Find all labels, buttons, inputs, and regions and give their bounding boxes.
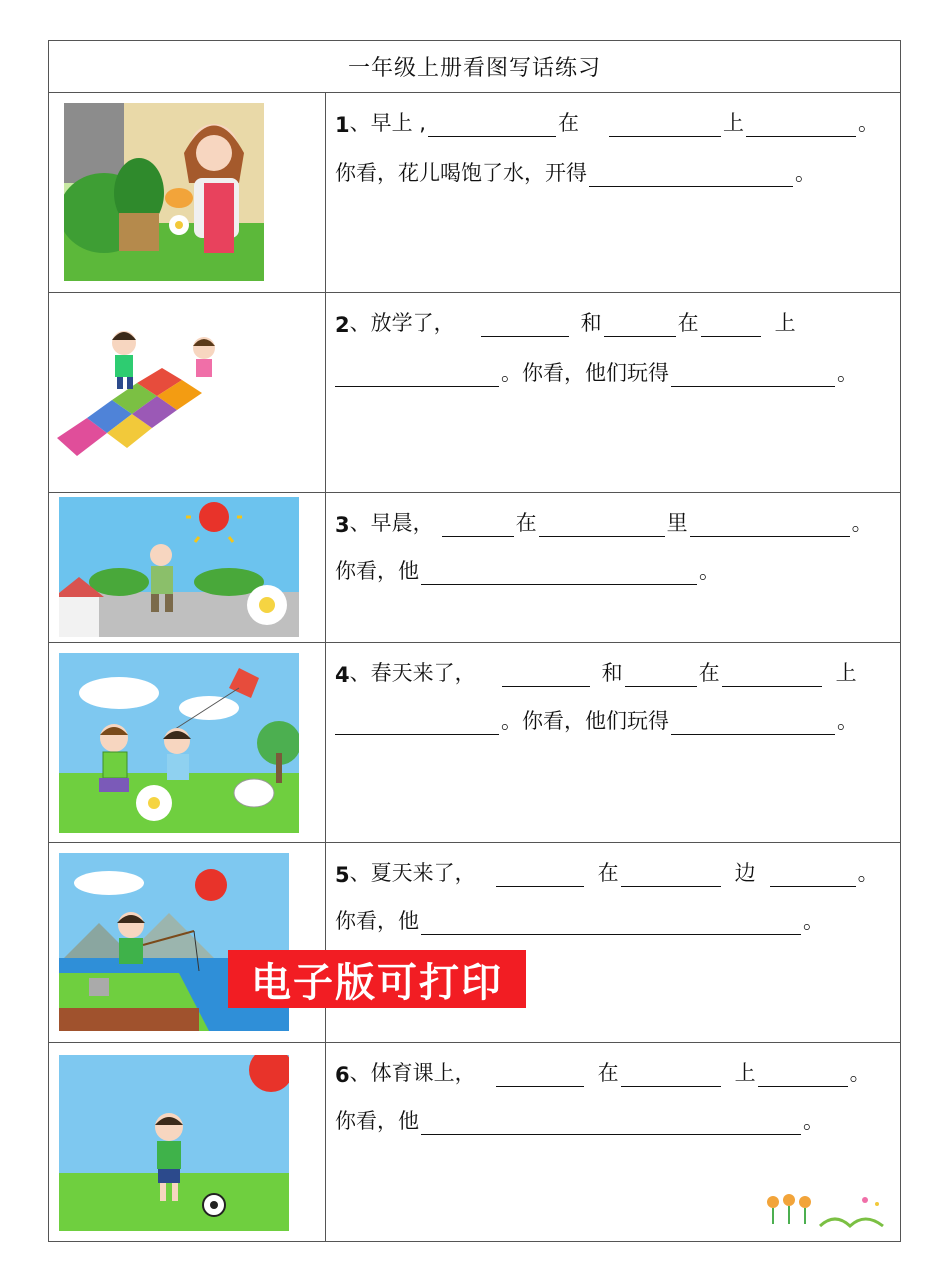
prompt-text: 、体育课上， (349, 1061, 476, 1085)
prompt-text: 。你看，他们玩得 (501, 709, 669, 733)
exercise-line (335, 303, 796, 337)
answer-blank[interactable] (496, 1060, 584, 1087)
answer-blank[interactable] (671, 708, 835, 735)
answer-blank[interactable] (621, 1060, 721, 1087)
prompt-text: 和 (601, 661, 623, 685)
exercise-number: 2 (335, 313, 350, 337)
prompt-text: 、春天来了， (349, 661, 476, 685)
answer-blank[interactable] (496, 860, 584, 887)
prompt-text: 和 (580, 311, 602, 335)
exercise-line (335, 1053, 871, 1087)
exercise-text-cell (326, 493, 900, 642)
answer-blank[interactable] (421, 558, 697, 585)
exercise-line (335, 153, 816, 187)
answer-blank[interactable] (671, 360, 835, 387)
prompt-text: 。 (795, 161, 816, 185)
exercise-picture-cell (49, 493, 326, 642)
boy-playing-football-illustration (59, 1055, 289, 1231)
answer-blank[interactable] (609, 110, 721, 137)
exercise-number: 1 (335, 113, 350, 137)
exercise-row-5 (49, 843, 900, 1043)
prompt-text: 。 (803, 1109, 824, 1133)
answer-blank[interactable] (335, 708, 499, 735)
exercise-text-cell (326, 643, 900, 842)
children-hopscotch-illustration (57, 328, 232, 463)
exercise-number: 4 (335, 663, 350, 687)
exercise-text-cell (326, 843, 900, 1042)
prompt-text: 。你看，他们玩得 (501, 361, 669, 385)
prompt-text: 里 (666, 511, 688, 535)
exercise-text-cell (326, 293, 900, 492)
worksheet-table (48, 40, 901, 1242)
prompt-text: 你看，他 (335, 909, 419, 933)
exercise-number: 3 (335, 513, 350, 537)
prompt-text: 在 (597, 861, 619, 885)
answer-blank[interactable] (758, 1060, 848, 1087)
exercise-row-3 (49, 493, 900, 643)
exercise-row-2 (49, 293, 900, 493)
worksheet-title: 一年级上册看图写话练习 (49, 41, 900, 93)
answer-blank[interactable] (335, 360, 499, 387)
exercise-line (335, 503, 873, 537)
prompt-text: 在 (515, 511, 537, 535)
exercise-row-4 (49, 643, 900, 843)
exercise-number: 5 (335, 863, 350, 887)
prompt-text: 。 (699, 559, 720, 583)
answer-blank[interactable] (770, 860, 856, 887)
prompt-text: 在 (557, 111, 579, 135)
answer-blank[interactable] (539, 510, 665, 537)
answer-blank[interactable] (589, 160, 793, 187)
answer-blank[interactable] (690, 510, 850, 537)
prompt-text: 在 (597, 1061, 619, 1085)
exercise-picture-cell (49, 93, 326, 292)
prompt-text: 上 (774, 311, 796, 335)
exercise-line (335, 701, 858, 735)
grandpa-exercising-illustration (59, 497, 299, 637)
exercise-picture-cell (49, 293, 326, 492)
answer-blank[interactable] (604, 310, 676, 337)
prompt-text: 、早晨， (349, 511, 434, 535)
prompt-text: 你看，他 (335, 1109, 419, 1133)
prompt-text: 在 (677, 311, 699, 335)
answer-blank[interactable] (746, 110, 856, 137)
prompt-text: 。 (803, 909, 824, 933)
exercise-line (335, 551, 720, 585)
prompt-text: 边 (734, 861, 756, 885)
flower-decoration-icon (765, 1190, 890, 1232)
answer-blank[interactable] (502, 660, 590, 687)
exercise-picture-cell (49, 1043, 326, 1241)
answer-blank[interactable] (421, 1108, 801, 1135)
exercise-text-cell (326, 93, 900, 292)
prompt-text: 你看，花儿喝饱了水，开得 (335, 161, 587, 185)
exercise-line (335, 353, 858, 387)
prompt-text: 上 (835, 661, 857, 685)
answer-blank[interactable] (722, 660, 822, 687)
prompt-text: 、夏天来了， (349, 861, 476, 885)
exercise-line (335, 853, 879, 887)
mother-watering-flowers-illustration (64, 103, 264, 281)
answer-blank[interactable] (428, 110, 556, 137)
prompt-text: 上 (734, 1061, 756, 1085)
exercise-line (335, 901, 824, 935)
prompt-text: 。 (857, 861, 879, 885)
exercise-picture-cell (49, 843, 326, 1042)
prompt-text: 。 (857, 111, 879, 135)
answer-blank[interactable] (621, 860, 721, 887)
exercise-line (335, 103, 879, 137)
prompt-text: 、放学了， (349, 311, 455, 335)
exercise-picture-cell (49, 643, 326, 842)
answer-blank[interactable] (481, 310, 569, 337)
prompt-text: 你看，他 (335, 559, 419, 583)
prompt-text: 上 (722, 111, 744, 135)
answer-blank[interactable] (442, 510, 514, 537)
exercise-line (335, 653, 857, 687)
answer-blank[interactable] (701, 310, 761, 337)
exercise-number: 6 (335, 1063, 350, 1087)
exercise-row-1 (49, 93, 900, 293)
prompt-text: 。 (851, 511, 873, 535)
prompt-text: 。 (837, 709, 858, 733)
answer-blank[interactable] (421, 908, 801, 935)
children-flying-kite-illustration (59, 653, 299, 833)
printable-watermark-badge: 电子版可打印 (228, 950, 526, 1008)
prompt-text: 、早上 , (349, 111, 426, 135)
prompt-text: 。 (837, 361, 858, 385)
answer-blank[interactable] (625, 660, 697, 687)
prompt-text: 在 (698, 661, 720, 685)
exercise-line (335, 1101, 824, 1135)
prompt-text: 。 (849, 1061, 871, 1085)
